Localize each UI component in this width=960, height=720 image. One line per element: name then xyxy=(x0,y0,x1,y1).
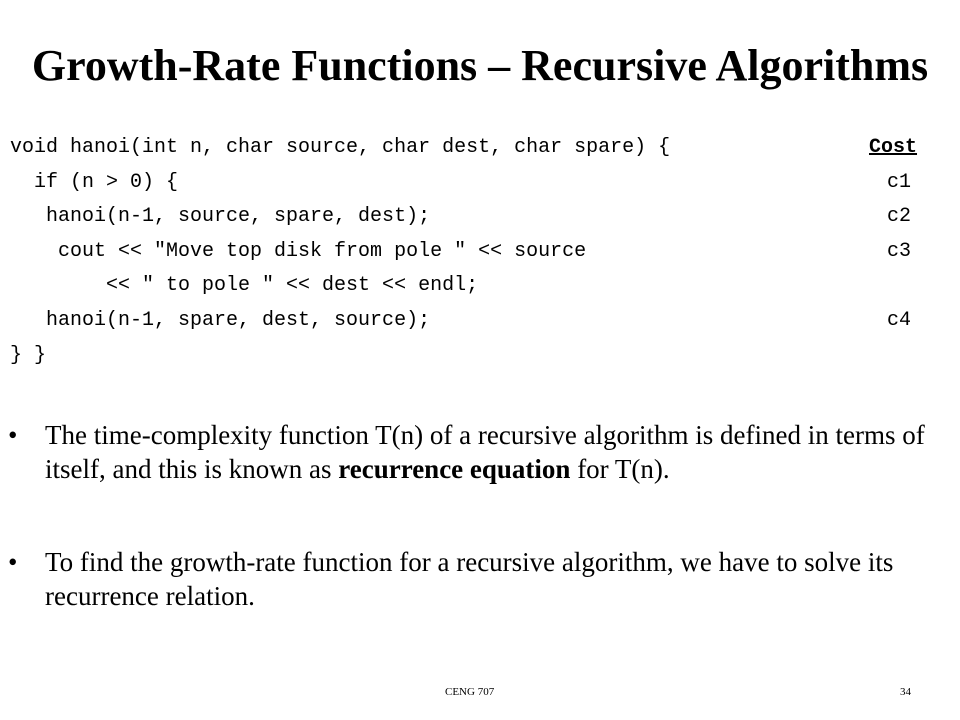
page-number: 34 xyxy=(900,686,911,698)
code-line: << " to pole " << dest << endl; xyxy=(10,274,479,297)
cost-label: c2 xyxy=(887,205,912,228)
code-line: } } xyxy=(10,344,47,367)
recurrence-equation-term: recurrence equation xyxy=(338,454,571,484)
bullet-text-part: The time-complexity function T(n) of a recursive algorithm is defined in terms of itself, and this is known as xyxy=(45,420,925,484)
code-line: void hanoi(int n, char source, char dest, char spare) { xyxy=(10,136,671,159)
cost-label: c1 xyxy=(887,171,912,194)
footer-course: CENG 707 xyxy=(445,686,495,698)
code-line: hanoi(n-1, spare, dest, source); xyxy=(10,309,431,332)
cost-header: Cost xyxy=(869,136,918,159)
bullet-text-part: for T(n). xyxy=(570,454,670,484)
code-line: cout << "Move top disk from pole " << source xyxy=(10,240,587,263)
code-line: if (n > 0) { xyxy=(10,171,179,194)
bullet-text: To find the growth-rate function for a recursive algorithm, we have to solve its recurrence relation. xyxy=(45,547,894,611)
bullet-marker: • xyxy=(8,420,18,450)
bullet-marker: • xyxy=(8,547,18,577)
cost-label: c3 xyxy=(887,240,912,263)
cost-label: c4 xyxy=(887,309,912,332)
slide-title: Growth-Rate Functions – Recursive Algorithms xyxy=(31,41,929,90)
code-line: hanoi(n-1, source, spare, dest); xyxy=(10,205,431,228)
bullet-text xyxy=(45,418,930,486)
